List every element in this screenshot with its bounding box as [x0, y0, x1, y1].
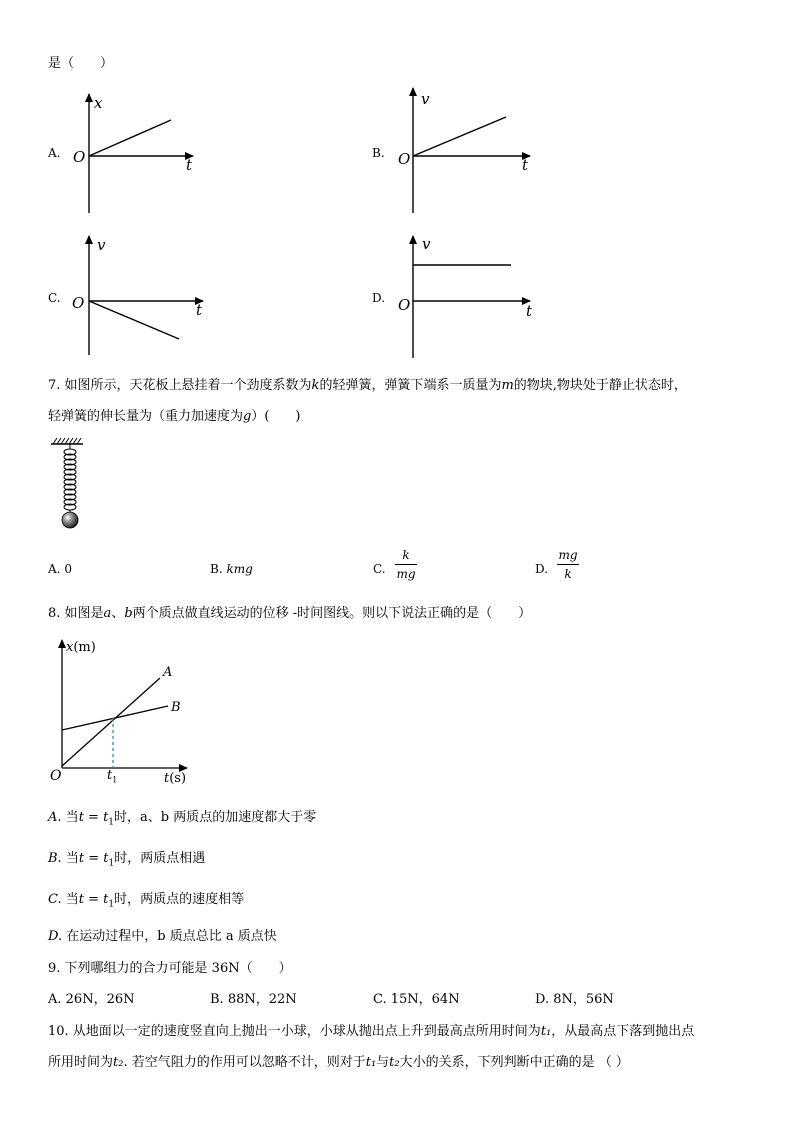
option-d-label: D. [372, 291, 386, 305]
q8-xlabel: t(s) [164, 771, 187, 786]
q9-option-d: D. 8N，56N [535, 992, 614, 1007]
q9-stem: 9. 下列哪组力的合力可能是 36N（ ） [48, 961, 292, 976]
q8-option-d: D. 在运动过程中，b 质点总比 a 质点快 [48, 929, 277, 944]
q9-option-a: A. 26N，26N [48, 992, 135, 1007]
option-b-axis-v: v [421, 90, 430, 108]
option-d-axis-h: t [526, 302, 533, 320]
q7-option-c-fraction: k mg [396, 548, 416, 581]
option-d-origin: O [398, 296, 411, 314]
q7-option-a: A. 0 [48, 562, 72, 576]
q8-stem: 8. 如图是a、b两个质点做直线运动的位移 -时间图线。则以下说法正确的是（ ） [48, 606, 532, 621]
q10-stem-line1: 10. 从地面以一定的速度竖直向上抛出一小球，小球从抛出点上升到最高点所用时间为t₁，从最高点下落到抛出点 [48, 1024, 695, 1039]
option-d-axis-v: v [422, 235, 431, 253]
q7-option-d-label: D. [535, 562, 549, 576]
q9-option-c: C. 15N，64N [373, 992, 460, 1007]
option-b-label: B. [372, 146, 385, 160]
option-c-axis-h: t [196, 301, 203, 319]
q8-option-b: B. 当$t = t_1$时，两质点相遇 [48, 851, 206, 869]
q7-stem-line1: 7. 如图所示，天花板上悬挂着一个劲度系数为k的轻弹簧，弹簧下端系一质量为m的物块,物块处于静止状态时， [48, 378, 687, 393]
q8-origin: O [50, 768, 62, 784]
q7-option-c-label: C. [373, 562, 386, 576]
option-a-origin: O [73, 148, 86, 166]
option-b-axis-h: t [522, 156, 529, 174]
q8-t1-label: $t_1$ [107, 768, 118, 785]
q8-ylabel: x(m) [66, 640, 96, 655]
option-a-axis-v: x [94, 94, 103, 112]
option-c-label: C. [48, 291, 61, 305]
option-b-origin: O [398, 150, 411, 168]
q8-option-a: A. 当$t = t_1$时，a、b 两质点的加速度都大于零 [48, 810, 317, 828]
q9-option-b: B. 88N，22N [210, 992, 297, 1007]
option-c-origin: O [72, 294, 85, 312]
option-c-axis-v: v [97, 236, 106, 254]
q6-stem-tail: 是（ ） [48, 56, 114, 71]
line-b [62, 706, 168, 730]
q10-stem-line2: 所用时间为t₂. 若空气阻力的作用可以忽略不计，则对于t₁与t₂大小的关系，下列判断中正确的是 （ ） [48, 1055, 629, 1070]
line-a [62, 678, 160, 766]
q8-line-b-label: B [171, 700, 181, 715]
q8-option-c: C. 当$t = t_1$时，两质点的速度相等 [48, 892, 245, 910]
q7-option-b: B. kmg [210, 562, 253, 576]
q7-option-d-fraction: mg k [558, 548, 578, 581]
option-a-label: A. [48, 146, 61, 160]
q7-stem-line2: 轻弹簧的伸长量为（重力加速度为g）( ) [48, 409, 301, 424]
option-a-axis-h: t [186, 156, 193, 174]
q8-line-a-label: A [163, 665, 173, 680]
